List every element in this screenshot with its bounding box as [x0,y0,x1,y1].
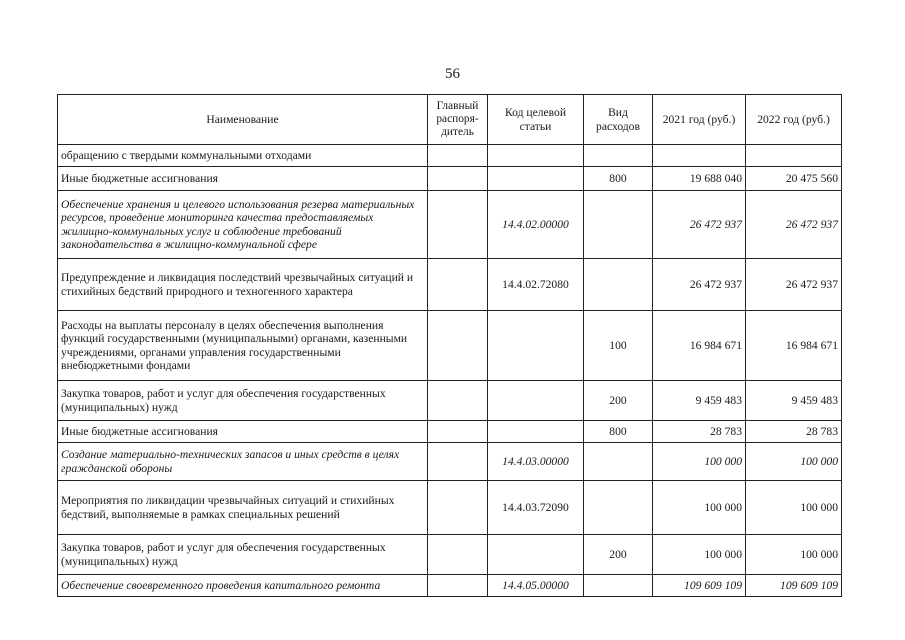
cell-2021: 100 000 [653,535,746,575]
table-row [58,443,842,481]
cell-2021 [653,145,746,167]
cell-code [488,167,584,191]
cell-name: Иные бюджетные ассигнования [58,421,428,443]
cell-grbs [428,259,488,311]
cell-code [488,311,584,381]
table-row [58,381,842,421]
cell-2022: 26 472 937 [746,191,842,259]
header-kind: Вид расходов [584,95,653,145]
cell-grbs [428,311,488,381]
cell-grbs [428,381,488,421]
cell-code: 14.4.02.72080 [488,259,584,311]
cell-kind [584,443,653,481]
cell-kind [584,481,653,535]
header-grbs: Главный распоря-дитель [428,95,488,145]
cell-grbs [428,575,488,597]
cell-kind: 200 [584,535,653,575]
header-2021: 2021 год (руб.) [653,95,746,145]
table-row [58,191,842,259]
table-row [58,167,842,191]
cell-name: Обеспечение своевременного проведения капитального ремонта [58,575,428,597]
cell-2021: 19 688 040 [653,167,746,191]
cell-2022: 100 000 [746,481,842,535]
cell-2022: 100 000 [746,443,842,481]
cell-2022: 109 609 109 [746,575,842,597]
cell-code: 14.4.02.00000 [488,191,584,259]
cell-2021: 26 472 937 [653,191,746,259]
cell-2021: 28 783 [653,421,746,443]
cell-code [488,145,584,167]
cell-code: 14.4.03.72090 [488,481,584,535]
cell-kind [584,145,653,167]
table-row [58,145,842,167]
cell-name: Мероприятия по ликвидации чрезвычайных ситуаций и стихийных бедствий, выполняемые в рамках специальных решений [58,481,428,535]
table-header-row [58,95,842,145]
cell-name: обращению с твердыми коммунальными отходами [58,145,428,167]
header-name: Наименование [58,95,428,145]
cell-2022: 20 475 560 [746,167,842,191]
cell-code: 14.4.03.00000 [488,443,584,481]
cell-grbs [428,481,488,535]
cell-2022: 28 783 [746,421,842,443]
cell-2021: 100 000 [653,443,746,481]
cell-2021: 16 984 671 [653,311,746,381]
cell-2022: 100 000 [746,535,842,575]
header-code: Код целевой статьи [488,95,584,145]
cell-kind: 800 [584,167,653,191]
cell-name: Расходы на выплаты персоналу в целях обеспечения выполнения функций государственными (муниципальными) органами, казенными учреждениями, органами управления государственными внебюджетными фондами [58,311,428,381]
budget-table [57,94,842,597]
table-row [58,421,842,443]
cell-kind [584,575,653,597]
cell-name: Создание материально-технических запасов и иных средств в целях гражданской обороны [58,443,428,481]
cell-grbs [428,443,488,481]
cell-grbs [428,191,488,259]
cell-2022: 26 472 937 [746,259,842,311]
cell-2022 [746,145,842,167]
table-row [58,259,842,311]
cell-name: Иные бюджетные ассигнования [58,167,428,191]
cell-name: Закупка товаров, работ и услуг для обеспечения государственных (муниципальных) нужд [58,535,428,575]
table-row [58,535,842,575]
cell-2021: 100 000 [653,481,746,535]
cell-code [488,421,584,443]
page-number: 56 [445,66,460,82]
cell-kind [584,259,653,311]
table-row [58,481,842,535]
cell-2021: 109 609 109 [653,575,746,597]
cell-2021: 9 459 483 [653,381,746,421]
cell-kind [584,191,653,259]
cell-code [488,535,584,575]
cell-kind: 200 [584,381,653,421]
cell-name: Предупреждение и ликвидация последствий чрезвычайных ситуаций и стихийных бедствий природного и техногенного характера [58,259,428,311]
cell-name: Обеспечение хранения и целевого использования резерва материальных ресурсов, проведение мониторинга качества предоставляемых жилищно-коммунальных услуг и соблюдение требований законодательства в жилищно-коммунальной сфере [58,191,428,259]
cell-kind: 800 [584,421,653,443]
cell-kind: 100 [584,311,653,381]
cell-grbs [428,535,488,575]
cell-2021: 26 472 937 [653,259,746,311]
table-row [58,575,842,597]
cell-grbs [428,145,488,167]
cell-code: 14.4.05.00000 [488,575,584,597]
cell-name: Закупка товаров, работ и услуг для обеспечения государственных (муниципальных) нужд [58,381,428,421]
header-2022: 2022 год (руб.) [746,95,842,145]
cell-code [488,381,584,421]
table-row [58,311,842,381]
cell-2022: 16 984 671 [746,311,842,381]
cell-2022: 9 459 483 [746,381,842,421]
cell-grbs [428,421,488,443]
cell-grbs [428,167,488,191]
